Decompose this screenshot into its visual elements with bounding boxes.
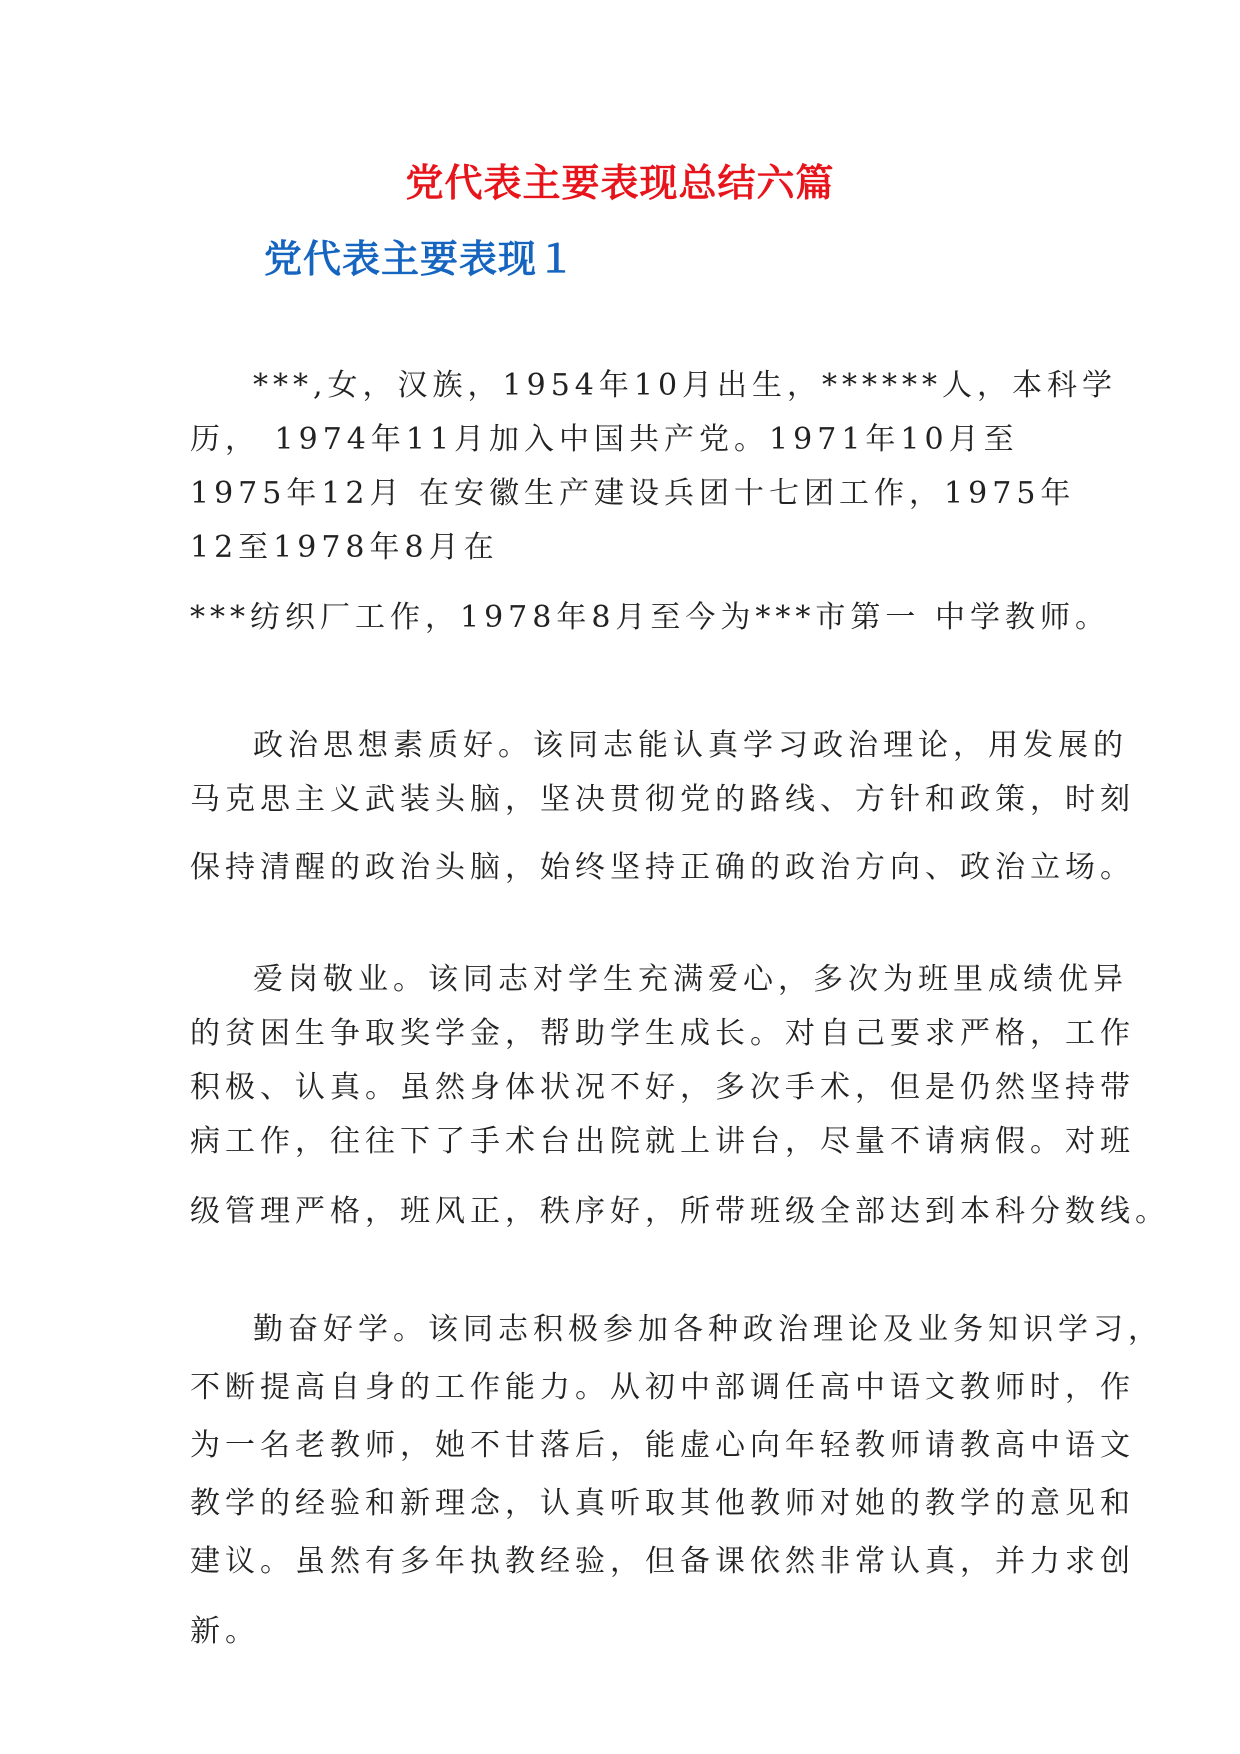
section-heading: 党代表主要表现１ [264,236,577,281]
paragraph-3-line-5: 级管理严格，班风正，秩序好，所带班级全部达到本科分数线。 [190,1194,1170,1229]
paragraph-3-line-2: 的贫困生争取奖学金，帮助学生成长。对自己要求严格，工作 [190,1016,1135,1051]
paragraph-4-line-4: 教学的经验和新理念，认真听取其他教师对她的教学的意见和 [190,1486,1135,1521]
paragraph-1-line-2: 历， 1974年11月加入中国共产党。1971年10月至 [190,422,1019,457]
paragraph-4-line-3: 为一名老教师，她不甘落后，能虚心向年轻教师请教高中语文 [190,1428,1135,1463]
paragraph-4-line-1: 勤奋好学。该同志积极参加各种政治理论及业务知识学习， [253,1312,1163,1347]
paragraph-2-line-3: 保持清醒的政治头脑，始终坚持正确的政治方向、政治立场。 [190,850,1135,885]
paragraph-3-line-3: 积极、认真。虽然身体状况不好，多次手术，但是仍然坚持带 [190,1070,1135,1105]
paragraph-4-line-5: 建议。虽然有多年执教经验，但备课依然非常认真，并力求创 [190,1544,1135,1579]
paragraph-1-line-4: 12至1978年8月在 [190,530,499,565]
paragraph-3-line-4: 病工作，往往下了手术台出院就上讲台，尽量不请病假。对班 [190,1124,1135,1159]
paragraph-1-line-5: ***纺织厂工作，1978年8月至今为***市第一 中学教师。 [190,600,1110,635]
paragraph-4-line-2: 不断提高自身的工作能力。从初中部调任高中语文教师时，作 [190,1370,1135,1405]
paragraph-2-line-2: 马克思主义武装头脑，坚决贯彻党的路线、方针和政策，时刻 [190,782,1135,817]
paragraph-3-line-1: 爱岗敬业。该同志对学生充满爱心，多次为班里成绩优异 [253,962,1128,997]
paragraph-2-line-1: 政治思想素质好。该同志能认真学习政治理论，用发展的 [253,728,1128,763]
paragraph-1-line-1: ***,女，汉族，1954年10月出生，******人，本科学 [253,368,1118,403]
paragraph-4-line-6: 新。 [190,1614,260,1649]
paragraph-1-line-3: 1975年12月 在安徽生产建设兵团十七团工作，1975年 [190,476,1076,511]
document-title: 党代表主要表现总结六篇 [405,160,835,205]
